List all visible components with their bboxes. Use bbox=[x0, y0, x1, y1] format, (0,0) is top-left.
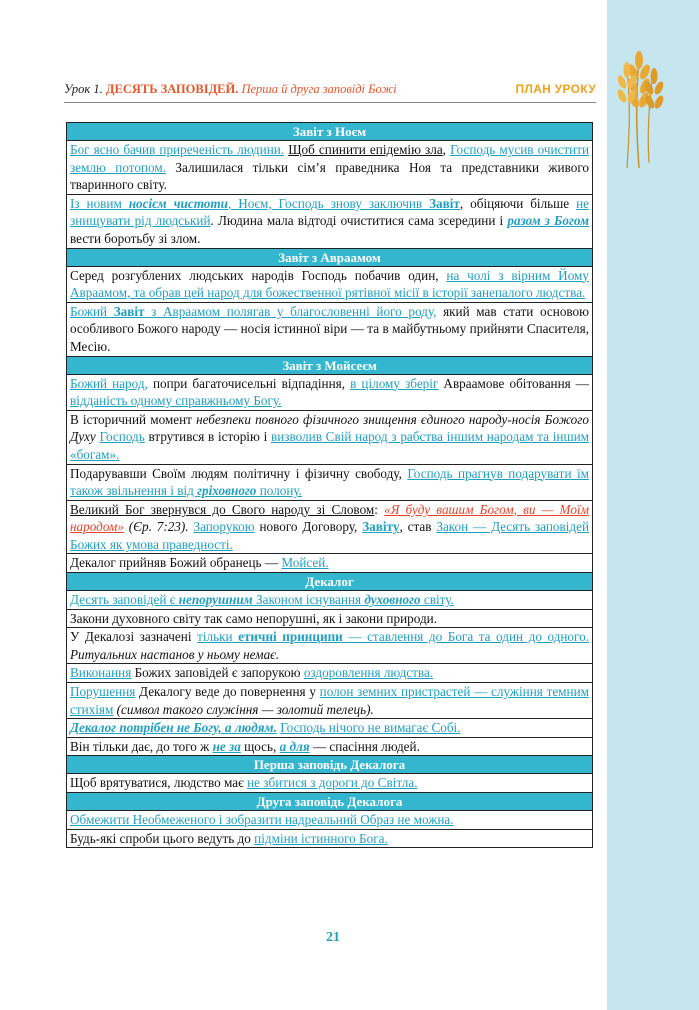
table-cell: Порушення Декалогу веде до повернення у полон земних пристрастей — служіння темним стихіям (символ такого служіння — золотий телець). bbox=[67, 683, 593, 719]
table-cell: Бог ясно бачив приреченість людини. Щоб спинити епідемію зла, Господь мусив очистити землю потопом. Залишилася тільки сім’я праведника Ноя та представники живого тваринного світу. bbox=[67, 141, 593, 195]
lesson-plan-table bbox=[66, 122, 593, 848]
table-row bbox=[67, 683, 593, 719]
table-row bbox=[67, 719, 593, 738]
table-row bbox=[67, 591, 593, 610]
table-cell: У Декалозі зазначені тільки етичні принципи — ставлення до Бога та один до одного. Ритуальних настанов у ньому немає. bbox=[67, 628, 593, 664]
lesson-title: ДЕСЯТЬ ЗАПОВІДЕЙ. bbox=[105, 82, 239, 96]
table-row bbox=[67, 410, 593, 464]
table-row bbox=[67, 737, 593, 756]
table-row bbox=[67, 664, 593, 683]
table-row bbox=[67, 811, 593, 830]
table-cell: Божий Завіт з Авраамом полягав у благословенні його роду, який мав стати основою особливого Божого народу — носія істинної віри — та в майбутньому прийняти Спасителя, Месію. bbox=[67, 302, 593, 356]
table-cell: Із новим носієм чистоти, Ноєм, Господь знову заключив Завіт, обіцяючи більше не знищувати рід людський. Людина мала відтоді очиститися сама зсередини і разом з Богом вести боротьбу зі злом. bbox=[67, 194, 593, 248]
table-cell: Великий Бог звернувся до Свого народу зі Словом: «Я буду вашим Богом, ви — Моїм народом» (Єр. 7:23). Запорукою нового Договору, Завіту, став Закон — Десять заповідей Божих як умова праведності. bbox=[67, 500, 593, 554]
lesson-number: Урок 1. bbox=[64, 82, 103, 96]
table-cell: Закони духовного світу так само непорушні, як і закони природи. bbox=[67, 609, 593, 628]
wheat-ears-icon bbox=[609, 38, 669, 168]
table-row bbox=[67, 500, 593, 554]
table-row bbox=[67, 464, 593, 500]
section-heading-second-commandment: Друга заповідь Декалога bbox=[67, 793, 593, 811]
lesson-subtitle: Перша й друга заповіді Божі bbox=[241, 82, 397, 96]
table-row bbox=[67, 374, 593, 410]
section-heading-first-commandment: Перша заповідь Декалога bbox=[67, 756, 593, 774]
table-row bbox=[67, 774, 593, 793]
section-heading-noah: Завіт з Ноєм bbox=[67, 123, 593, 141]
table-cell: Десять заповідей є непорушним Законом існування духовного світу. bbox=[67, 591, 593, 610]
table-cell: Божий народ, попри багаточисельні відпадіння, в цілому зберіг Авраамове обітовання — відданість одному справжньому Богу. bbox=[67, 374, 593, 410]
page-header bbox=[64, 80, 596, 100]
plan-label: ПЛАН УРОКУ bbox=[515, 82, 596, 96]
header-divider bbox=[64, 102, 596, 103]
table-cell: Будь-які спроби цього ведуть до підміни істинного Бога. bbox=[67, 829, 593, 848]
table-row bbox=[67, 194, 593, 248]
table-row bbox=[67, 266, 593, 302]
table-row bbox=[67, 628, 593, 664]
table-row bbox=[67, 141, 593, 195]
table-cell: Обмежити Необмеженого і зобразити надреальний Образ не можна. bbox=[67, 811, 593, 830]
table-cell: Декалог прийняв Божий обранець — Мойсей. bbox=[67, 554, 593, 573]
section-heading-moses: Завіт з Мойсеєм bbox=[67, 356, 593, 374]
table-row bbox=[67, 302, 593, 356]
section-heading-abraham: Завіт з Авраамом bbox=[67, 248, 593, 266]
table-cell: Щоб врятуватися, людство має не збитися з дороги до Світла. bbox=[67, 774, 593, 793]
table-cell: Подарувавши Своїм людям політичну і фізичну свободу, Господь прагнув подарувати їм також звільнення і від гріховного полону. bbox=[67, 464, 593, 500]
table-cell: Декалог потрібен не Богу, а людям. Господь нічого не вимагає Собі. bbox=[67, 719, 593, 738]
table-cell: Він тільки дає, до того ж не за щось, а для — спасіння людей. bbox=[67, 737, 593, 756]
table-cell: Серед розгублених людських народів Господь побачив один, на чолі з вірним Йому Авраамом, та обрав цей народ для божественної рятівної місії в історії занепалого людства. bbox=[67, 266, 593, 302]
table-cell: В історичний момент небезпеки повного фізичного знищення єдиного народу-носія Божого Духу Господь втрутився в історію і визволив Свій народ з рабства іншим народам та іншим «богам». bbox=[67, 410, 593, 464]
table-row bbox=[67, 609, 593, 628]
section-heading-decalogue: Декалог bbox=[67, 573, 593, 591]
table-row bbox=[67, 829, 593, 848]
table-row bbox=[67, 554, 593, 573]
table-cell: Виконання Божих заповідей є запорукою оздоровлення людства. bbox=[67, 664, 593, 683]
page-number: 21 bbox=[326, 930, 340, 945]
